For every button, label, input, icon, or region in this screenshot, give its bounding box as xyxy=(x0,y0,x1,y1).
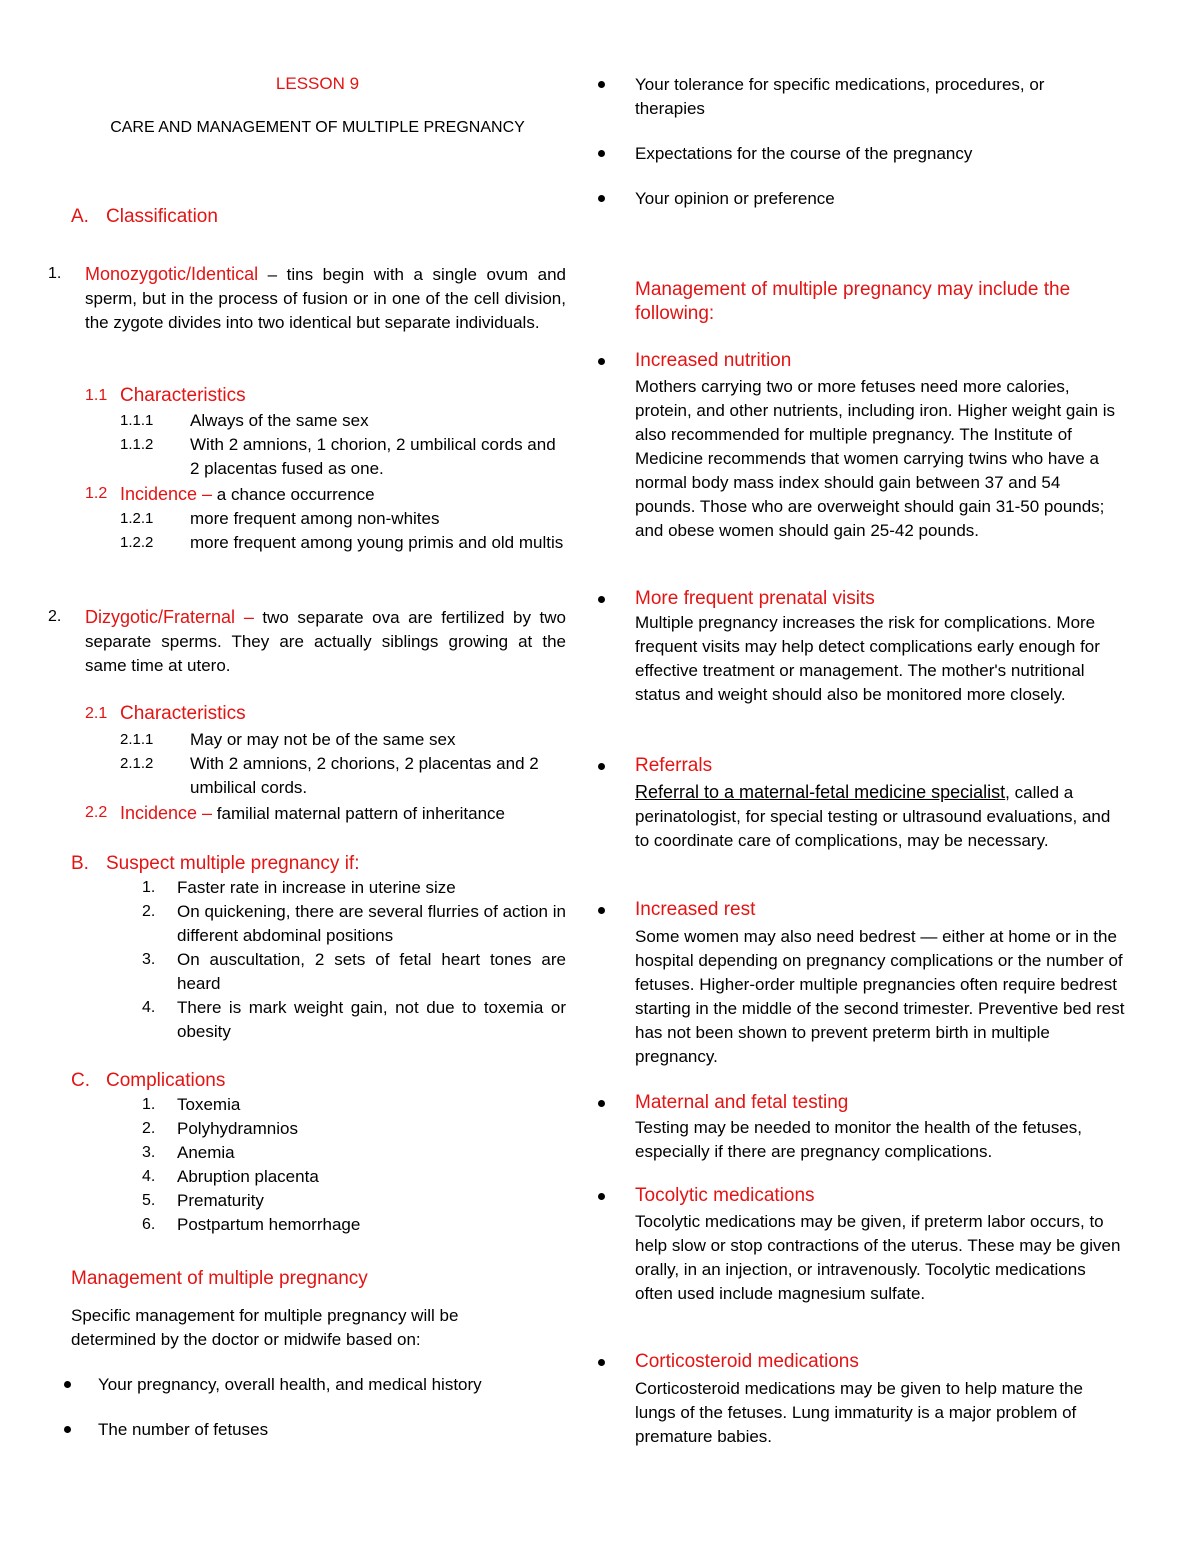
di-inc-line xyxy=(120,801,505,826)
complication-num: 6. xyxy=(142,1216,156,1233)
mono-inc-item-text: more frequent among non-whites xyxy=(190,509,440,528)
referral-text: , called a perinatologist, for special testing or ultrasound evaluations, and to coordinate care of complications, may be necessary. xyxy=(635,783,1111,850)
complication-text: Postpartum hemorrhage xyxy=(177,1215,361,1234)
mono-number: 1. xyxy=(48,265,62,282)
management-bullet: The number of fetuses xyxy=(98,1420,269,1439)
management-intro: Specific management for multiple pregnancy will be determined by the doctor or midwife based on: xyxy=(71,1306,459,1349)
complication-text: Toxemia xyxy=(177,1095,241,1114)
di-item-num: 2.1.2 xyxy=(120,755,154,772)
referral-link[interactable]: Referral to a maternal-fetal medicine specialist xyxy=(635,782,1006,802)
management-heading: Management of multiple pregnancy xyxy=(71,1268,368,1289)
page-title: CARE AND MANAGEMENT OF MULTIPLE PREGNANCY xyxy=(110,119,525,136)
item-title: Tocolytic medications xyxy=(635,1185,815,1206)
complication-text: Prematurity xyxy=(177,1191,264,1210)
mono-inc-item-text: more frequent among young primis and old multis xyxy=(190,533,564,552)
mono-item-num: 1.1.1 xyxy=(120,412,154,429)
item-body: Tocolytic medications may be given, if preterm labor occurs, to help slow or stop contractions of the uterus. These may be given orally, in an injection, or intravenously. Tocolytic medications often used include magnesium sulfate. xyxy=(635,1212,1121,1303)
di-inc-heading: Incidence – xyxy=(120,803,213,823)
bullet-icon xyxy=(598,358,605,365)
basis-bullet: Expectations for the course of the pregnancy xyxy=(635,144,973,163)
bullet-icon xyxy=(598,150,605,157)
management-bullet: Your pregnancy, overall health, and medical history xyxy=(98,1375,482,1394)
complication-num: 1. xyxy=(142,1096,156,1113)
section-a-heading: Classification xyxy=(106,206,218,227)
complication-text: Polyhydramnios xyxy=(177,1119,298,1138)
complication-num: 2. xyxy=(142,1120,156,1137)
bullet-icon xyxy=(598,1359,605,1366)
section-c-heading: Complications xyxy=(106,1070,226,1091)
suspect-text: On auscultation, 2 sets of fetal heart tones are heard xyxy=(177,950,566,993)
complication-text: Abruption placenta xyxy=(177,1167,319,1186)
suspect-num: 2. xyxy=(142,903,156,920)
bullet-icon xyxy=(598,1193,605,1200)
bullet-icon xyxy=(598,763,605,770)
mono-inc-heading: Incidence – xyxy=(120,484,213,504)
suspect-text: There is mark weight gain, not due to toxemia or obesity xyxy=(177,998,566,1041)
di-desc: two separate ova are fertilized by two separate sperms. They are actually siblings growing at the same time at utero. xyxy=(85,608,566,675)
item-body: Corticosteroid medications may be given to help mature the lungs of the fetuses. Lung immaturity is a major problem of premature babies. xyxy=(635,1379,1083,1446)
item-body: Multiple pregnancy increases the risk for complications. More frequent visits may help detect complications early enough for effective treatment or management. The mother's nutritional status and weight should also be monitored more closely. xyxy=(635,613,1100,704)
item-body: Some women may also need bedrest — either at home or in the hospital depending on pregnancy complications or the number of fetuses. Higher-order multiple pregnancies often require bedrest starting in the middle of the second trimester. Preventive bed rest has not been shown to prevent preterm birth in multiple pregnancy. xyxy=(635,927,1125,1066)
mono-item-num: 1.1.2 xyxy=(120,436,154,453)
complication-num: 5. xyxy=(142,1192,156,1209)
suspect-text: On quickening, there are several flurries of action in different abdominal positions xyxy=(177,902,566,945)
basis-bullet: Your opinion or preference xyxy=(635,189,835,208)
item-title: Maternal and fetal testing xyxy=(635,1092,849,1113)
bullet-icon xyxy=(598,81,605,88)
section-a-marker: A. xyxy=(71,206,89,227)
bullet-icon xyxy=(598,907,605,914)
di-item-num: 2.1.1 xyxy=(120,731,154,748)
suspect-num: 3. xyxy=(142,951,156,968)
item-title: Increased nutrition xyxy=(635,350,792,371)
di-inc-num: 2.2 xyxy=(85,804,108,821)
bullet-icon xyxy=(64,1381,71,1388)
di-char-heading: Characteristics xyxy=(120,703,246,724)
lesson-label: LESSON 9 xyxy=(275,74,360,93)
item-title: Referrals xyxy=(635,755,713,776)
di-inc-desc: familial maternal pattern of inheritance xyxy=(212,804,506,823)
section-b-heading: Suspect multiple pregnancy if: xyxy=(106,853,360,874)
item-title: Corticosteroid medications xyxy=(635,1351,859,1372)
mono-inc-item-num: 1.2.1 xyxy=(120,510,154,527)
mono-paragraph xyxy=(85,262,566,335)
mono-inc-num: 1.2 xyxy=(85,485,108,502)
basis-bullet: Your tolerance for specific medications, procedures, or therapies xyxy=(635,75,1045,118)
suspect-num: 1. xyxy=(142,879,156,896)
includes-heading: Management of multiple pregnancy may include the following: xyxy=(635,279,1071,324)
item-body xyxy=(635,780,1125,853)
di-term: Dizygotic/Fraternal – xyxy=(85,607,254,627)
section-b-marker: B. xyxy=(71,853,89,874)
item-body: Testing may be needed to monitor the health of the fetuses, especially if there are pregnancy complications. xyxy=(635,1118,1083,1161)
mono-inc-item-num: 1.2.2 xyxy=(120,534,154,551)
complication-num: 4. xyxy=(142,1168,156,1185)
section-c-marker: C. xyxy=(71,1070,90,1091)
bullet-icon xyxy=(598,596,605,603)
mono-item-text: Always of the same sex xyxy=(190,411,369,430)
suspect-text: Faster rate in increase in uterine size xyxy=(177,878,456,897)
bullet-icon xyxy=(64,1426,71,1433)
di-paragraph xyxy=(85,605,566,678)
item-title: More frequent prenatal visits xyxy=(635,588,875,609)
di-item-text: May or may not be of the same sex xyxy=(190,730,456,749)
complication-text: Anemia xyxy=(177,1143,235,1162)
suspect-num: 4. xyxy=(142,999,156,1016)
bullet-icon xyxy=(598,195,605,202)
di-char-num: 2.1 xyxy=(85,705,108,722)
mono-inc-desc: a chance occurrence xyxy=(212,485,375,504)
item-title: Increased rest xyxy=(635,899,756,920)
mono-inc-line xyxy=(120,482,375,507)
di-item-text: With 2 amnions, 2 chorions, 2 placentas and 2 umbilical cords. xyxy=(190,754,539,797)
complication-num: 3. xyxy=(142,1144,156,1161)
item-body: Mothers carrying two or more fetuses need more calories, protein, and other nutrients, including iron. Higher weight gain is also recommended for multiple pregnancy. The Institute of Medicine recommends that women carrying twins who have a normal body mass index should gain between 37 and 54 pounds. Those who are overweight should gain 31-50 pounds; and obese women should gain 25-42 pounds. xyxy=(635,377,1116,540)
mono-char-heading: Characteristics xyxy=(120,385,246,406)
mono-char-num: 1.1 xyxy=(85,387,108,404)
mono-item-text: With 2 amnions, 1 chorion, 2 umbilical cords and 2 placentas fused as one. xyxy=(190,435,556,478)
di-number: 2. xyxy=(48,608,62,625)
bullet-icon xyxy=(598,1100,605,1107)
mono-term: Monozygotic/Identical xyxy=(85,264,259,284)
mono-desc: – tins begin with a single ovum and sperm, but in the process of fusion or in one of the cell division, the zygote divides into two identical but separate individuals. xyxy=(85,265,566,332)
